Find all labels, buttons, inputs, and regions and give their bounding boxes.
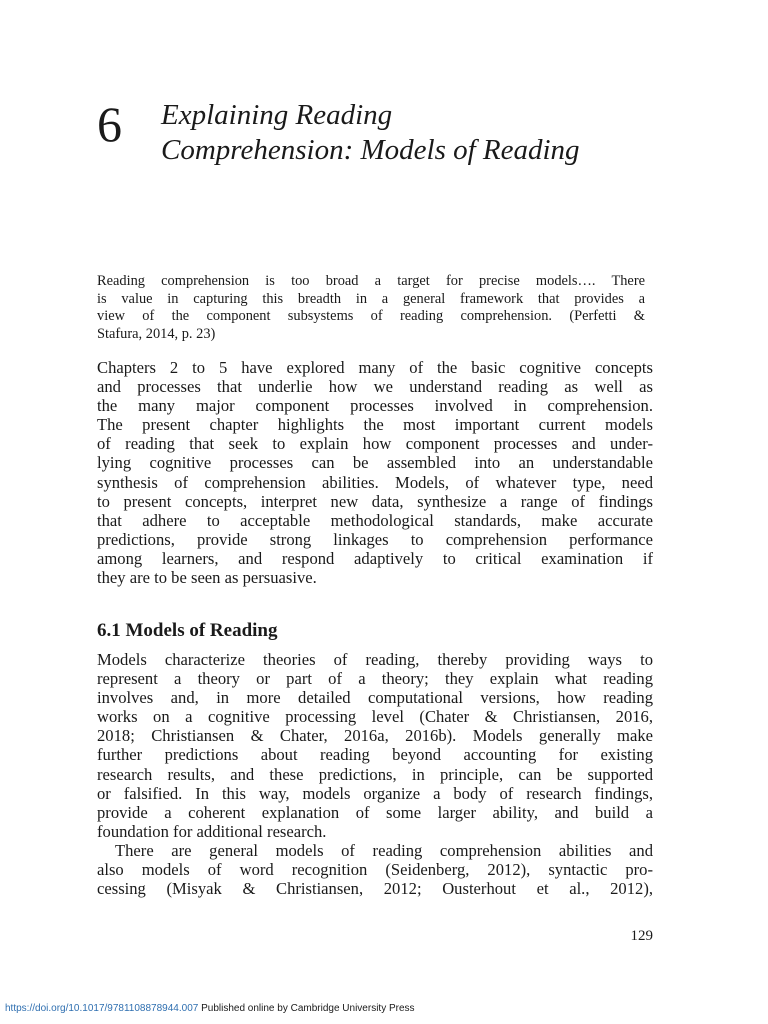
chapter-title <box>161 98 721 168</box>
text-line: to present concepts, interpret new data, synthesize a range of findings <box>97 491 653 511</box>
text-line: that adhere to acceptable methodological standards, make accurate <box>97 510 653 530</box>
text-line: synthesis of comprehension abilities. Models, of whatever type, need <box>97 472 653 492</box>
text-line: involves and, in more detailed computational versions, how reading <box>97 688 653 708</box>
section-body <box>97 650 653 898</box>
text-line: works on a cognitive processing level (Chater & Christiansen, 2016, <box>97 707 653 727</box>
epigraph-line: is value in capturing this breadth in a general framework that provides a <box>97 290 645 307</box>
text-line: further predictions about reading beyond accounting for existing <box>97 745 653 765</box>
chapter-number: 6 <box>97 96 122 152</box>
text-line: foundation for additional research. <box>97 821 327 841</box>
text-line: predictions, provide strong linkages to comprehension performance <box>97 529 653 549</box>
section-heading: 6.1 Models of Reading <box>97 620 278 641</box>
text-line: among learners, and respond adaptively to critical examination if <box>97 548 653 568</box>
text-line: lying cognitive processes can be assembled into an understandable <box>97 453 653 473</box>
text-line: research results, and these predictions, in principle, can be supported <box>97 764 653 784</box>
text-line: 2018; Christiansen & Chater, 2016a, 2016b). Models generally make <box>97 726 653 746</box>
doi-link[interactable]: https://doi.org/10.1017/9781108878944.007 <box>5 1003 199 1014</box>
page-number: 129 <box>630 928 653 944</box>
footer <box>5 1003 415 1014</box>
text-line: cessing (Misyak & Christiansen, 2012; Ousterhout et al., 2012), <box>97 879 653 899</box>
epigraph-line: Reading comprehension is too broad a target for precise models…. There <box>97 273 645 289</box>
text-line: and processes that underlie how we understand reading as well as <box>97 377 653 397</box>
text-line: also models of word recognition (Seidenberg, 2012), syntactic pro- <box>97 860 653 880</box>
text-line: There are general models of reading comprehension abilities and <box>115 840 653 860</box>
text-line: represent a theory or part of a theory; they explain what reading <box>97 669 653 689</box>
epigraph-line: Stafura, 2014, p. 23) <box>97 325 216 342</box>
chapter-title-line: Comprehension: Models of Reading <box>161 134 580 166</box>
epigraph <box>97 273 645 343</box>
text-line: Models characterize theories of reading, thereby providing ways to <box>97 650 653 669</box>
publisher-note: Published online by Cambridge University Press <box>198 1003 415 1014</box>
text-line: Chapters 2 to 5 have explored many of the basic cognitive concepts <box>97 358 653 377</box>
chapter-title-line: Explaining Reading <box>161 99 393 131</box>
intro-paragraph <box>97 358 653 587</box>
text-line: The present chapter highlights the most important current models <box>97 415 653 435</box>
epigraph-line: view of the component subsystems of reading comprehension. (Perfetti & <box>97 308 645 325</box>
text-line: the many major component processes involved in comprehension. <box>97 396 653 416</box>
text-line: of reading that seek to explain how component processes and under- <box>97 434 653 454</box>
text-line: provide a coherent explanation of some larger ability, and build a <box>97 802 653 822</box>
text-line: they are to be seen as persuasive. <box>97 568 317 588</box>
text-line: or falsified. In this way, models organize a body of research findings, <box>97 783 653 803</box>
